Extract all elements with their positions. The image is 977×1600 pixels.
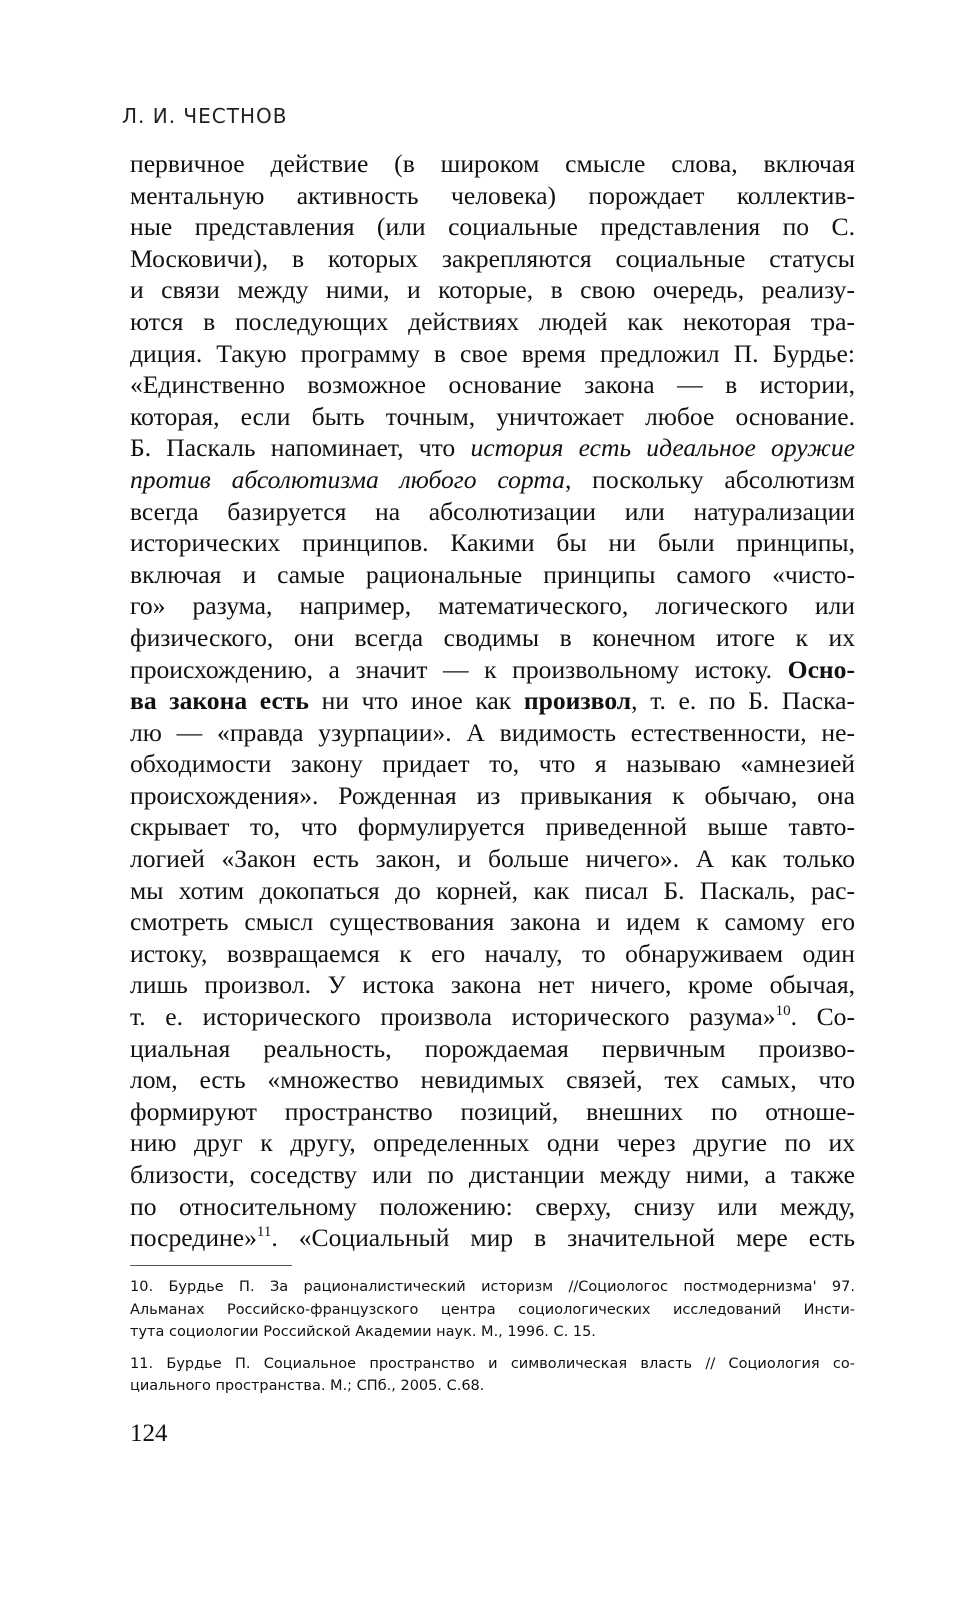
footnote-line: тута социологии Российской Академии наук. М., 1996. С. 15. — [130, 1324, 596, 1340]
footnote-divider — [130, 1265, 292, 1266]
text-line: мы хотим докопаться до корней, как писал Б. Паскаль, рас- — [130, 875, 855, 905]
running-head: Л. И. ЧЕСТНОВ — [122, 104, 288, 128]
text-line: физического, они всегда сводимы в конечном итоге к их — [130, 622, 855, 652]
footnote-ref: 11 — [256, 1224, 272, 1241]
text-line — [130, 685, 855, 717]
footnote-line: 10. Бурдье П. За рационалистический историзм //Социологос постмодернизма' 97. — [130, 1279, 855, 1295]
text-line — [130, 1001, 855, 1033]
text-run: . «Социальный мир в значительной мере есть — [271, 1223, 855, 1253]
text-line: и связи между ними, и которые, в свою очередь, реализу- — [130, 275, 855, 305]
text-line: диция. Такую программу в свое время предложил П. Бурдье: — [130, 338, 855, 368]
footnote-line: 11. Бурдье П. Социальное пространство и символическая власть // Социология со- — [130, 1355, 855, 1372]
footnote-line: циального пространства. М.; СПб., 2005. С.68. — [130, 1378, 485, 1394]
bold-phrase: ва закона есть — [130, 686, 309, 716]
text-run: , поскольку абсолютизм — [564, 464, 855, 494]
text-line: ются в последующих действиях людей как некоторая тра- — [130, 306, 855, 336]
text-line — [130, 654, 855, 686]
text-line: по относительному положению: сверху, снизу или между, — [130, 1191, 855, 1221]
bold-phrase: произвол — [523, 686, 632, 716]
text-run: , т. е. по Б. Паска- — [631, 686, 855, 716]
text-line — [130, 1222, 855, 1254]
text-line: логией «Закон есть закон, и больше ничего». А как только — [130, 844, 855, 874]
text-line: включая и самые рациональные принципы самого «чисто- — [130, 559, 855, 589]
text-line: го» разума, например, математического, логического или — [130, 591, 855, 621]
text-line: «Единственно возможное основание закона — в истории, — [130, 370, 855, 400]
text-line: которая, если быть точным, уничтожает любое основание. — [130, 401, 855, 431]
text-line: лишь произвол. У истока закона нет ничего, кроме обычая, — [130, 970, 855, 1000]
text-line: циальная реальность, порождаемая первичным произво- — [130, 1033, 855, 1063]
text-line: истоку, возвращаемся к его началу, то обнаруживаем один — [130, 938, 855, 968]
text-line: скрывает то, что формулируется приведенной выше тавто- — [130, 812, 855, 842]
text-line: Московичи), в которых закрепляются социальные статусы — [130, 243, 855, 273]
main-text — [130, 148, 855, 1254]
text-run: посредине» — [130, 1223, 257, 1253]
footnote-11 — [130, 1353, 855, 1398]
text-line: всегда базируется на абсолютизации или натурализации — [130, 496, 855, 526]
text-line: лю — «правда узурпации». А видимость естественности, не- — [130, 717, 855, 747]
text-line: ментальную активность человека) порождает коллектив- — [130, 180, 855, 210]
text-line — [130, 464, 855, 496]
bold-phrase: Осно- — [787, 654, 855, 684]
footnote-line: Альманах Российско-французского центра социологических исследований Инсти- — [130, 1301, 855, 1318]
text-line — [130, 432, 855, 464]
text-line: близости, соседству или по дистанции между ними, а также — [130, 1160, 855, 1189]
italic-phrase: против абсолютизма любого сорта — [130, 464, 565, 494]
text-run: т. е. исторического произвола исторического разума» — [130, 1002, 776, 1032]
italic-phrase: история есть идеальное оружие — [470, 433, 855, 463]
text-line: обходимости закону придает то, что я называю «амнезией — [130, 749, 855, 779]
footnote-10 — [130, 1276, 855, 1344]
text-line: формируют пространство позиций, внешних по отноше- — [130, 1096, 855, 1126]
footnote-ref: 10 — [775, 1003, 791, 1020]
text-run: происхождению, а значит — к произвольному истоку. — [130, 654, 788, 684]
text-line: исторических принципов. Какими бы ни были принципы, — [130, 528, 855, 558]
text-run: Б. Паскаль напоминает, что — [130, 433, 471, 463]
text-line: лом, есть «множество невидимых связей, тех самых, что — [130, 1065, 855, 1095]
text-line: смотреть смысл существования закона и идем к самому его — [130, 907, 855, 937]
text-run: . Со- — [790, 1002, 855, 1032]
text-line: нию друг к другу, определенных одни через другие по их — [130, 1128, 855, 1158]
page-number: 124 — [130, 1420, 168, 1447]
text-line: первичное действие (в широком смысле слова, включая — [130, 149, 855, 178]
text-line: происхождения». Рожденная из привыкания к обычаю, она — [130, 780, 855, 810]
text-run: ни что иное как — [308, 686, 524, 716]
footnotes — [130, 1276, 855, 1407]
text-line: ные представления (или социальные представления по С. — [130, 212, 855, 242]
